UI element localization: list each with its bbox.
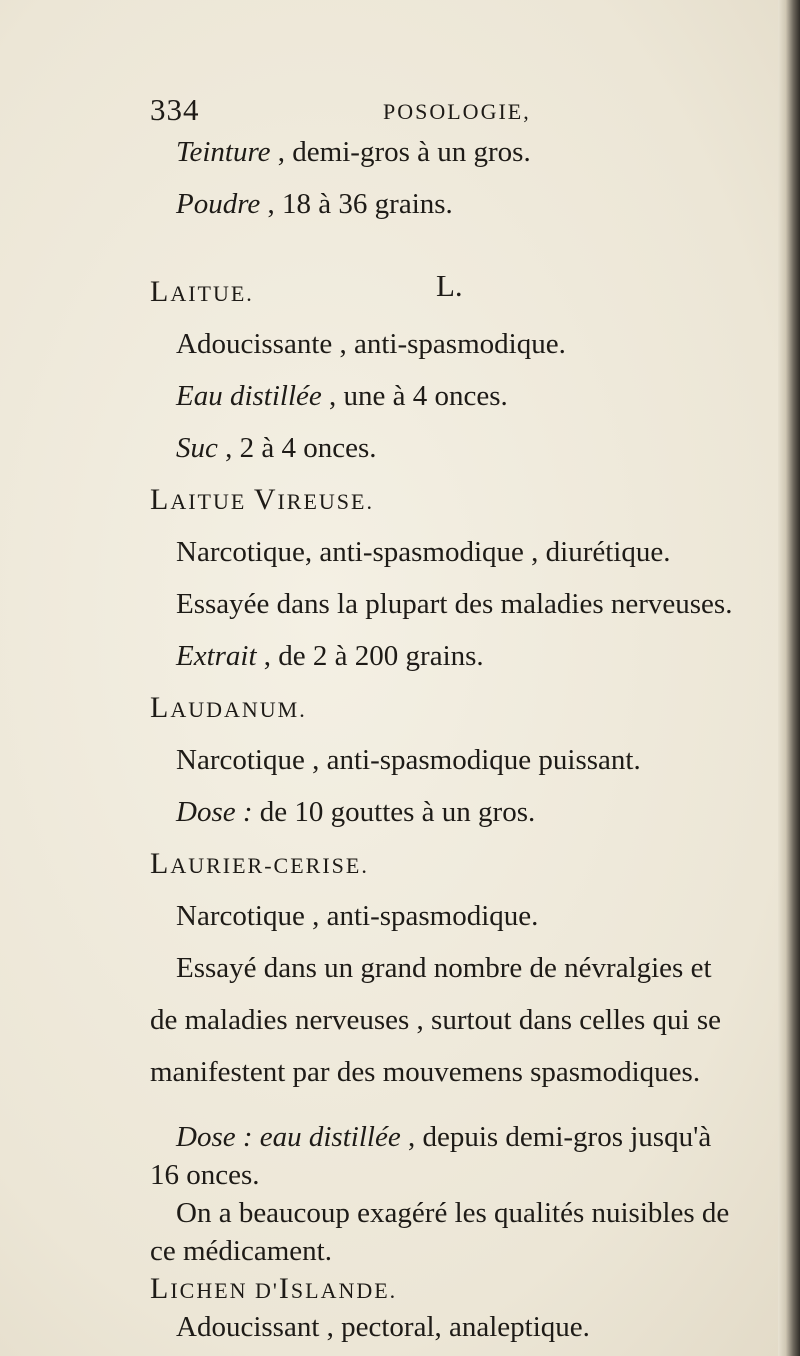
text-line (176, 951, 712, 985)
text-run: 16 onces. (150, 1159, 260, 1191)
text-line (176, 135, 531, 169)
entry-heading: LAUDANUM. (150, 691, 307, 724)
text-run: ce médicament. (150, 1235, 332, 1267)
italic-term: Teinture (176, 136, 271, 168)
text-line (176, 1196, 729, 1230)
text-run: Adoucissante , anti-spasmodique. (176, 328, 566, 360)
text-run: , une à 4 onces. (321, 380, 508, 412)
text-run: de maladies nerveuses , surtout dans celles qui se (150, 1004, 721, 1036)
text-run: On a beaucoup exagéré les qualités nuisibles de (176, 1197, 730, 1229)
entry-heading: LAITUE. (150, 275, 254, 308)
text-run: , depuis demi-gros jusqu'à (400, 1121, 712, 1153)
text-run: , de 2 à 200 grains. (256, 640, 484, 672)
text-line (176, 743, 641, 777)
text-line (150, 1003, 721, 1037)
text-run: Essayée dans la plupart des maladies nerveuses. (176, 588, 733, 620)
page-edge-shadow (778, 0, 800, 1356)
text-run: , demi-gros à un gros. (270, 136, 531, 168)
entry-heading: LICHEN D'ISLANDE. (150, 1272, 398, 1305)
text-line (176, 1310, 590, 1344)
text-line (176, 1120, 711, 1154)
entry-heading: LAURIER-CERISE. (150, 847, 369, 880)
text-line (176, 795, 535, 829)
text-run: Narcotique , anti-spasmodique. (176, 900, 539, 932)
text-run: Adoucissant , pectoral, analeptique. (176, 1311, 590, 1343)
section-letter: L. (436, 268, 463, 303)
page-number: 334 (150, 92, 200, 127)
text-run: Narcotique , anti-spasmodique puissant. (176, 744, 641, 776)
text-run: Narcotique, anti-spasmodique , diurétique. (176, 536, 671, 568)
italic-term: Dose : eau distillée (176, 1121, 401, 1153)
italic-term: Poudre (176, 188, 261, 220)
entry-heading: LAITUE VIREUSE. (150, 483, 374, 516)
text-line (150, 1055, 700, 1089)
text-line (150, 1158, 260, 1192)
text-run: de 10 gouttes à un gros. (252, 796, 536, 828)
text-run: manifestent par des mouvemens spasmodiques. (150, 1056, 701, 1088)
text-line (176, 899, 538, 933)
text-run: , 18 à 36 grains. (260, 188, 453, 220)
italic-term: Dose : (176, 796, 253, 828)
italic-term: Suc (176, 432, 218, 464)
text-line (176, 587, 732, 621)
text-line (176, 431, 377, 465)
italic-term: Extrait (176, 640, 257, 672)
text-run: Essayé dans un grand nombre de névralgies et (176, 952, 712, 984)
text-line (150, 1234, 332, 1268)
italic-term: Eau distillée (176, 380, 322, 412)
text-line (176, 535, 670, 569)
text-run: , 2 à 4 onces. (217, 432, 377, 464)
text-line (176, 187, 453, 221)
text-line (176, 379, 508, 413)
text-line (176, 327, 566, 361)
text-line (176, 639, 484, 673)
running-title: POSOLOGIE, (383, 99, 531, 124)
